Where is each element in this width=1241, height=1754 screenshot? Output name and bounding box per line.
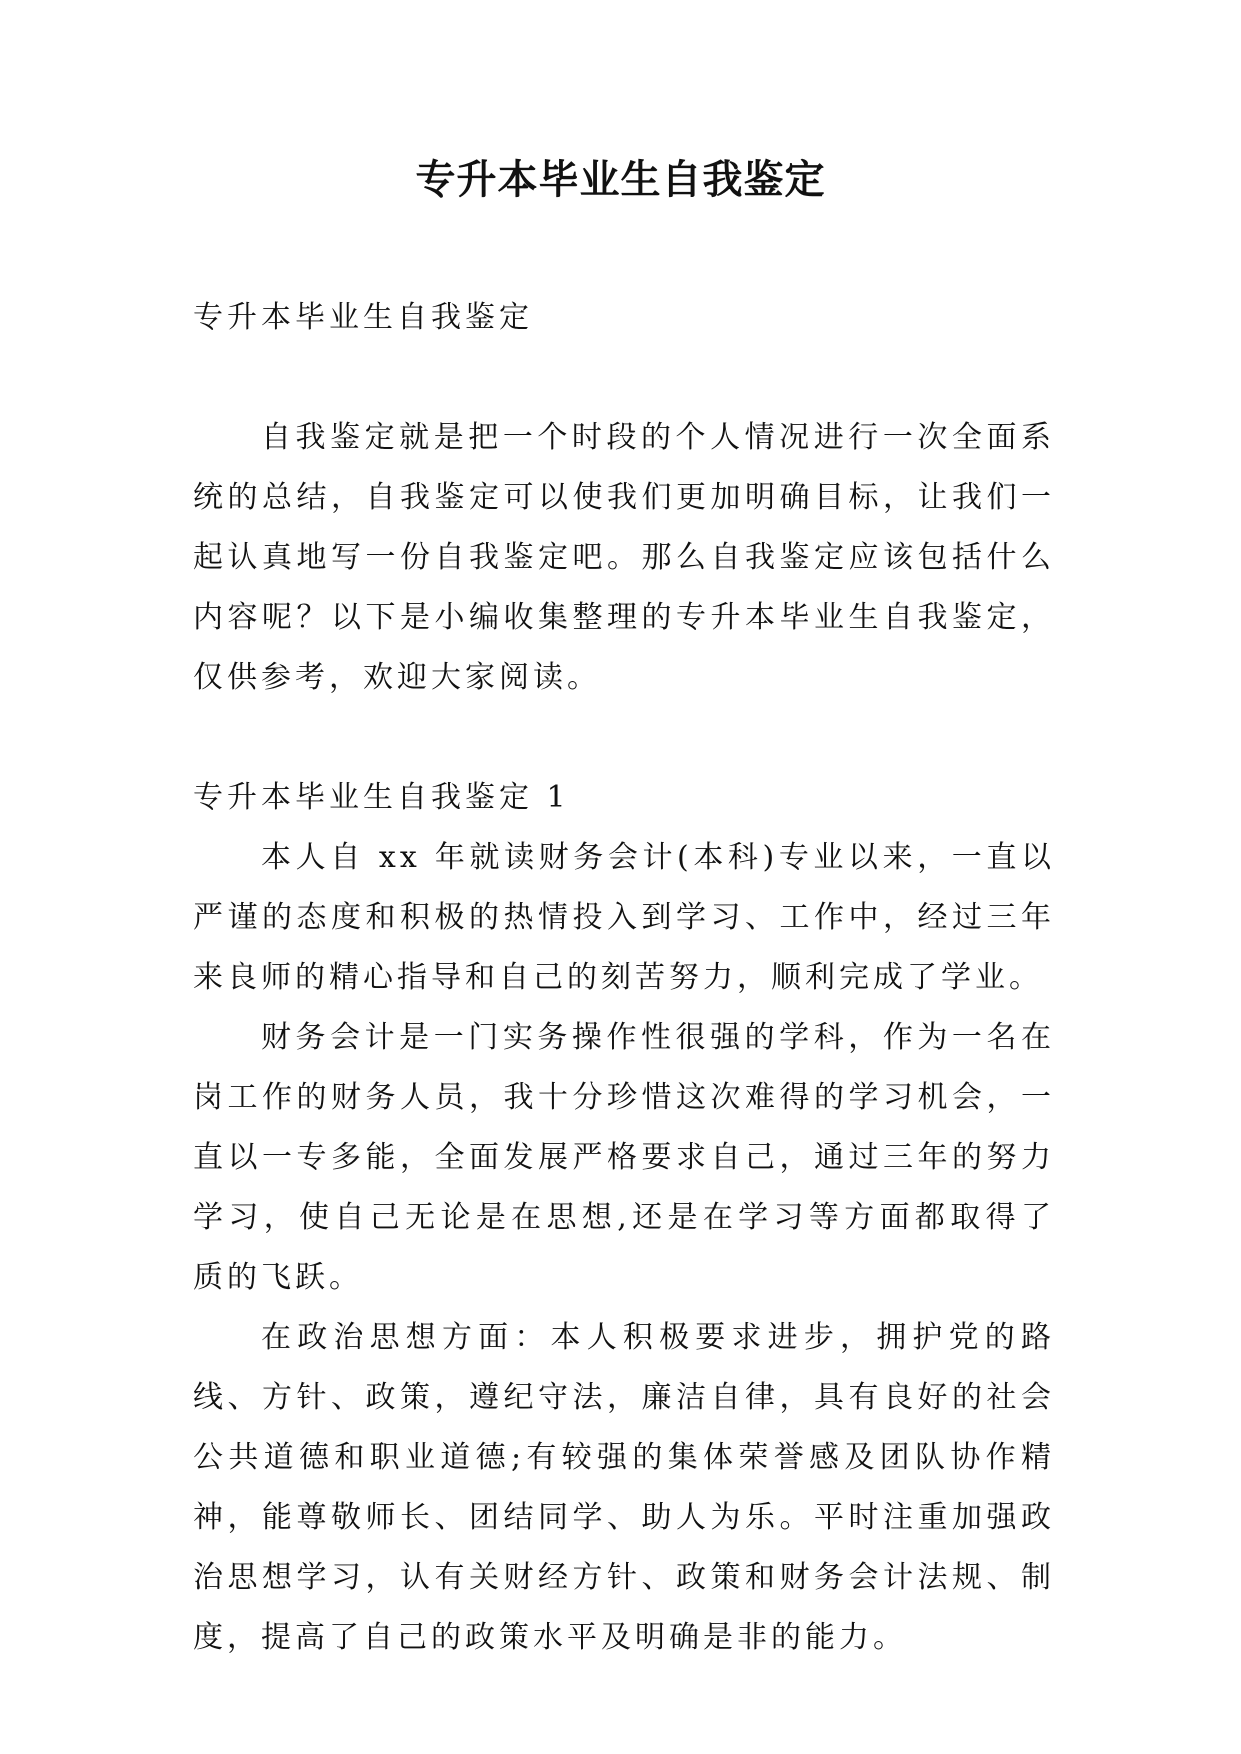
spacer xyxy=(193,348,1055,408)
body-paragraph-2: 财务会计是一门实务操作性很强的学科，作为一名在岗工作的财务人员，我十分珍惜这次难得的学习机会，一直以一专多能，全面发展严格要求自己，通过三年的努力学习，使自己无论是在思想,还是在学习等方面都取得了质的飞跃。 xyxy=(193,1020,1055,1295)
body-paragraph-3: 在政治思想方面：本人积极要求进步，拥护党的路线、方针、政策，遵纪守法，廉洁自律，具有良好的社会公共道德和职业道德;有较强的集体荣誉感及团队协作精神，能尊敬师长、团结同学、助人为乐。平时注重加强政治思想学习，认有关财经方针、政策和财务会计法规、制度，提高了自己的政策水平及明确是非的能力。 xyxy=(193,1320,1055,1655)
document-subtitle: 专升本毕业生自我鉴定 xyxy=(193,300,533,335)
section-heading-1: 专升本毕业生自我鉴定 1 xyxy=(193,780,570,815)
intro-paragraph: 自我鉴定就是把一个时段的个人情况进行一次全面系统的总结，自我鉴定可以使我们更加明确目标，让我们一起认真地写一份自我鉴定吧。那么自我鉴定应该包括什么内容呢？以下是小编收集整理的专升本毕业生自我鉴定，仅供参考，欢迎大家阅读。 xyxy=(193,420,1055,695)
body-paragraph-1: 本人自 xx 年就读财务会计(本科)专业以来，一直以严谨的态度和积极的热情投入到学习、工作中，经过三年来良师的精心指导和自己的刻苦努力，顺利完成了学业。 xyxy=(193,840,1055,995)
spacer xyxy=(193,708,1055,768)
document-title: 专升本毕业生自我鉴定 xyxy=(415,157,826,203)
document-body xyxy=(193,288,1055,1668)
